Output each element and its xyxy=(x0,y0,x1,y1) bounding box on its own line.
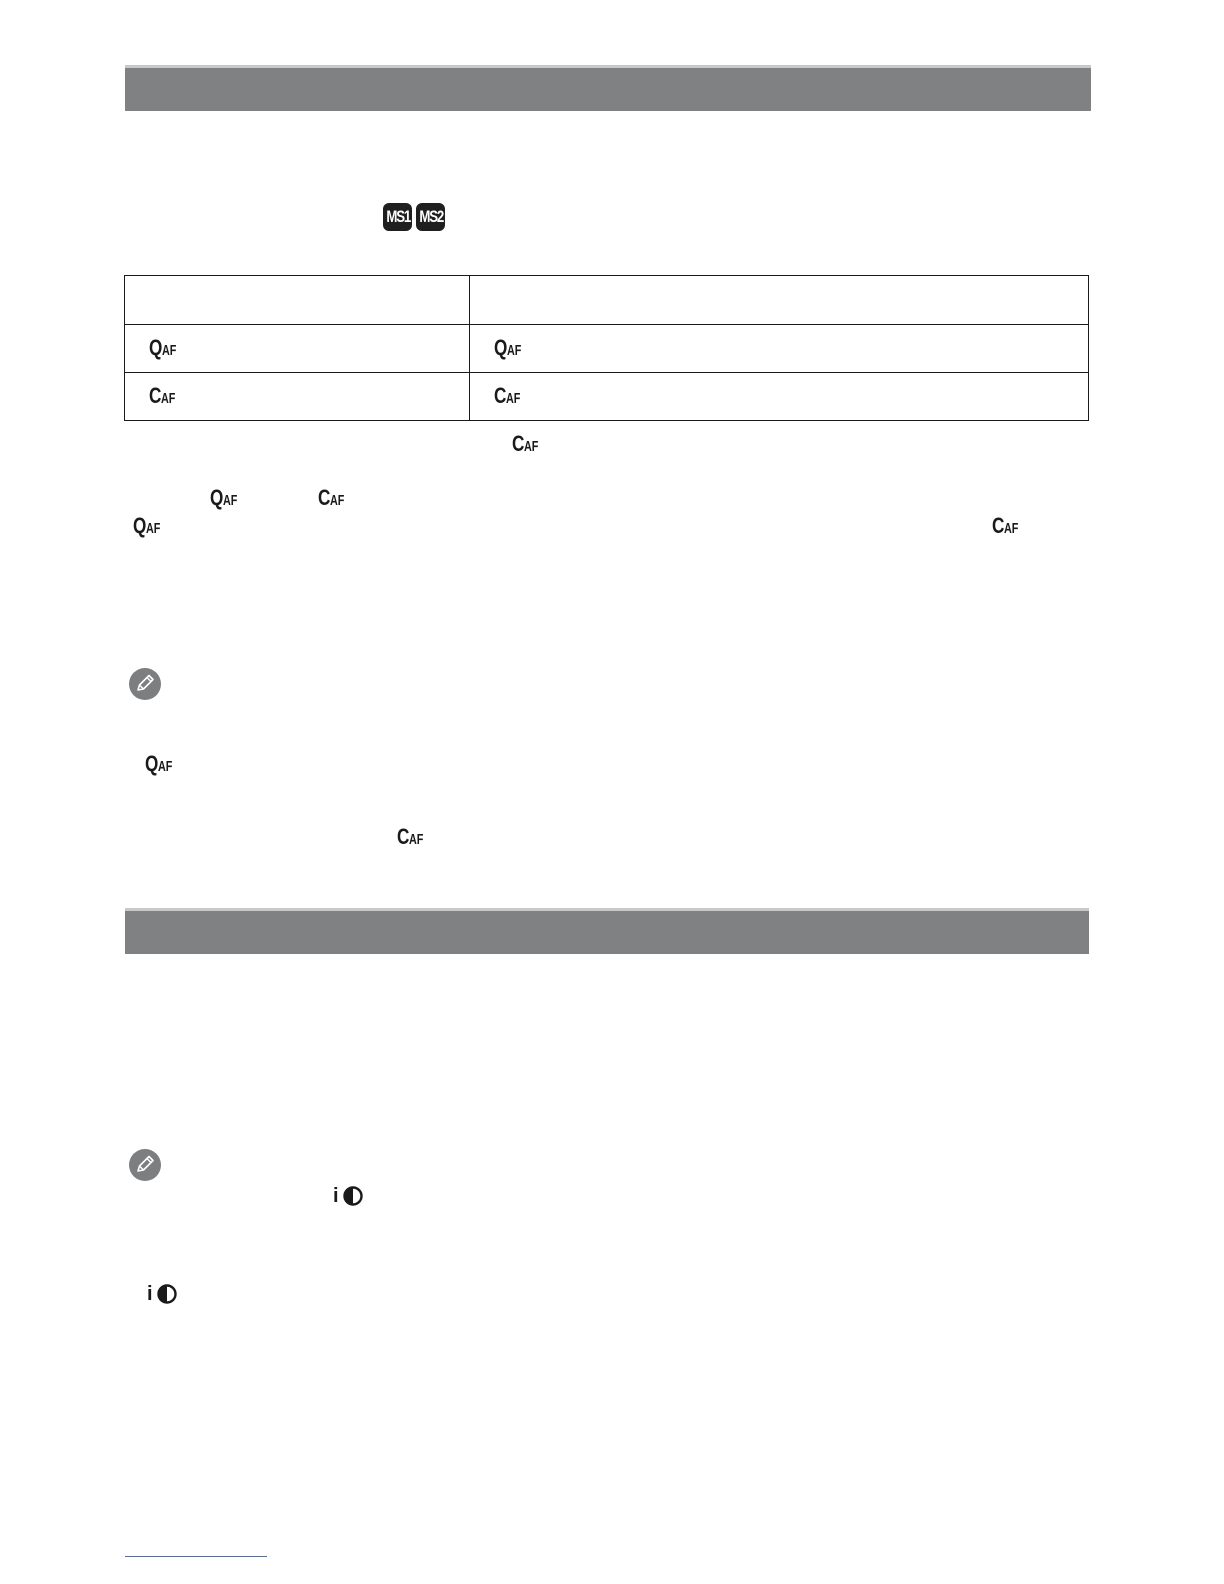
pencil-note-icon xyxy=(129,1149,161,1181)
ms1-badge-icon: MS1 xyxy=(383,203,412,231)
continuous-af-icon: CAF xyxy=(397,824,424,849)
ms2-badge-icon: MS2 xyxy=(416,203,445,231)
quick-af-icon: QAF xyxy=(145,751,173,776)
continuous-af-icon: CAF xyxy=(149,383,176,408)
quick-af-icon: QAF xyxy=(494,335,522,360)
table-header-cell xyxy=(470,276,1089,325)
continuous-af-icon: CAF xyxy=(494,383,521,408)
section-header-bar xyxy=(125,908,1089,954)
continuous-af-icon: CAF xyxy=(512,431,539,456)
table-header-cell xyxy=(125,276,470,325)
continuous-af-icon: CAF xyxy=(992,513,1019,538)
section-header-bar xyxy=(125,65,1091,111)
continuous-af-icon: CAF xyxy=(318,485,345,510)
table-cell xyxy=(125,373,470,421)
table-cell xyxy=(470,373,1089,421)
table-cell xyxy=(125,325,470,373)
af-mode-table xyxy=(124,275,1089,421)
quick-af-icon: QAF xyxy=(149,335,177,360)
table-row xyxy=(125,325,1089,373)
intelligent-dynamic-icon: i xyxy=(333,1185,367,1207)
table-cell xyxy=(470,325,1089,373)
quick-af-icon: QAF xyxy=(210,485,238,510)
table-header-row xyxy=(125,276,1089,325)
intelligent-dynamic-icon: i xyxy=(147,1283,181,1305)
footer-link-underline[interactable] xyxy=(125,1556,267,1557)
quick-af-icon: QAF xyxy=(133,513,161,538)
table-row xyxy=(125,373,1089,421)
pencil-note-icon xyxy=(129,668,161,700)
